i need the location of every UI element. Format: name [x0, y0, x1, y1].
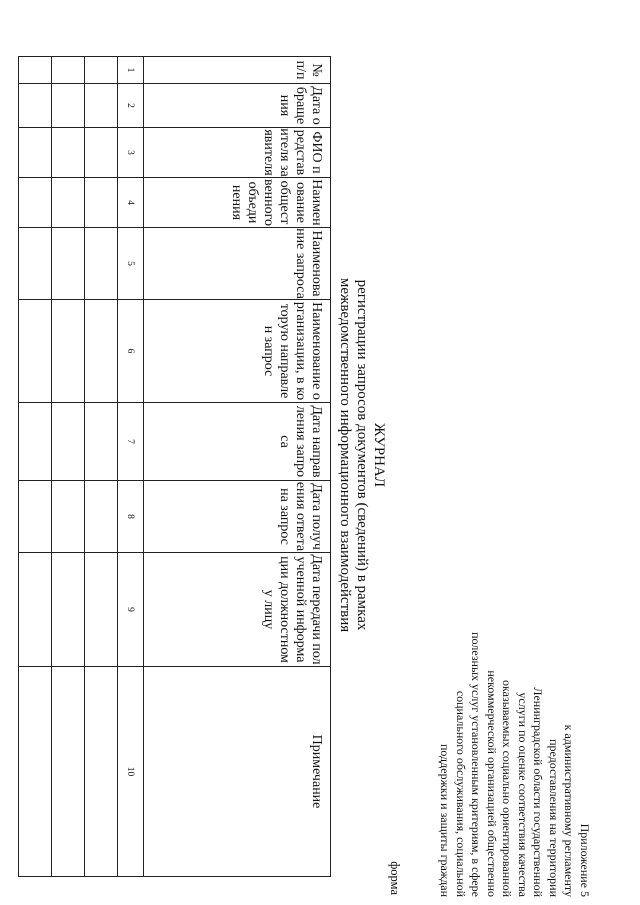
journal-subtitle-line: регистрации запросов документов (сведений) в рамках [354, 279, 370, 631]
column-header: Дата получения ответа на запрос [144, 481, 331, 553]
table-cell [19, 178, 52, 228]
column-header: № п/п [144, 57, 331, 84]
appendix-line: некоммерческой организацией общественно [485, 670, 499, 897]
journal-title: ЖУРНАЛ [371, 422, 387, 488]
table-cell [85, 667, 118, 877]
table-cell [52, 84, 85, 128]
column-header: Наименование организации, в которую направлен запрос [144, 300, 331, 403]
table-cell [52, 178, 85, 228]
table-cell [19, 553, 52, 667]
form-label: форма [388, 861, 402, 895]
column-number: 4 [118, 178, 144, 228]
column-number: 9 [118, 553, 144, 667]
table-header-row [144, 57, 331, 877]
appendix-line: оказываемых социально ориентированной [500, 679, 515, 897]
appendix-line: полезных услуг установленным критериям, в сфере [469, 632, 484, 897]
journal-subtitle-line: межведомственного информационного взаимодействия [337, 277, 353, 633]
column-number: 10 [118, 667, 144, 877]
table-cell [19, 300, 52, 403]
appendix-line: социального обслуживания, социальной [454, 690, 468, 897]
table-cell [52, 128, 85, 178]
column-header: ФИО представителя заявителя [144, 128, 331, 178]
table-cell [19, 57, 52, 84]
table-cell [19, 667, 52, 877]
table-cell [52, 300, 85, 403]
column-number: 3 [118, 128, 144, 178]
column-header: Дата направления запроса [144, 403, 331, 481]
table-cell [85, 300, 118, 403]
table-row [52, 57, 85, 877]
table-cell [52, 553, 85, 667]
appendix-block [437, 567, 592, 897]
table-cell [19, 228, 52, 300]
table-cell [85, 178, 118, 228]
table-cell [52, 228, 85, 300]
table-cell [19, 403, 52, 481]
table-cell [85, 84, 118, 128]
table-cell [85, 228, 118, 300]
journal-heading [336, 240, 387, 670]
column-header: Наименование запроса [144, 228, 331, 300]
table-cell [85, 481, 118, 553]
column-number: 8 [118, 481, 144, 553]
column-number: 2 [118, 84, 144, 128]
column-header: Примечание [144, 667, 331, 877]
table-cell [85, 128, 118, 178]
table-cell [52, 481, 85, 553]
column-header: Дата передачи полученной информации должностному лицу [144, 553, 331, 667]
table-cell [19, 481, 52, 553]
column-number: 1 [118, 57, 144, 84]
table-number-row [118, 57, 144, 877]
table-cell [85, 403, 118, 481]
registration-table [18, 56, 331, 877]
table-cell [19, 84, 52, 128]
appendix-line: предоставления на территории [547, 739, 561, 897]
appendix-title: Приложение 5 [578, 823, 592, 897]
appendix-line: Ленинградской области государственной [531, 687, 546, 897]
table-row [85, 57, 118, 877]
table-cell [52, 57, 85, 84]
appendix-line: к административному регламенту [562, 724, 577, 897]
column-number: 6 [118, 300, 144, 403]
appendix-line: поддержки и защиты граждан [438, 743, 453, 897]
table-cell [85, 57, 118, 84]
column-number: 7 [118, 403, 144, 481]
table-row [19, 57, 52, 877]
appendix-line: услуги по оценке соответствия качества [516, 692, 530, 897]
table-cell [52, 403, 85, 481]
column-number: 5 [118, 228, 144, 300]
table-cell [19, 128, 52, 178]
table-cell [52, 667, 85, 877]
table-cell [85, 553, 118, 667]
column-header: Наименование общественного объединения [144, 178, 331, 228]
column-header: Дата обращения [144, 84, 331, 128]
